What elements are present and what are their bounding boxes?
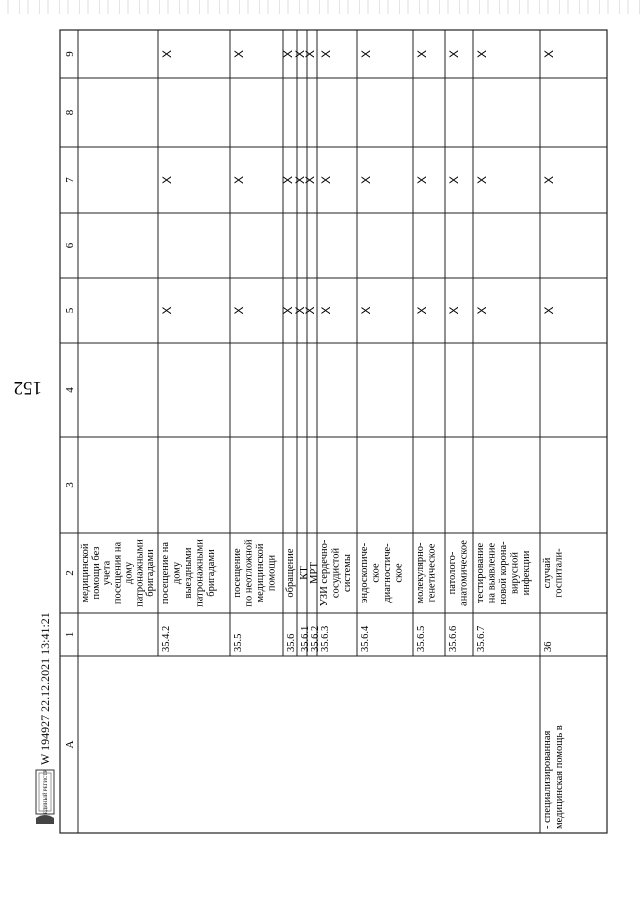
row-name-line: помощи без — [90, 546, 102, 600]
column-number-label: 3 — [64, 482, 76, 488]
cell-mark-x: X — [303, 306, 317, 315]
row-code: 35.6.6 — [448, 625, 459, 652]
table-frame — [60, 30, 607, 833]
column-number-label: 4 — [64, 387, 76, 393]
cell-mark-x: X — [232, 175, 246, 185]
row-name-line: ское — [370, 563, 382, 583]
row-name-line: анатомическое — [458, 540, 470, 606]
column-number-label: 1 — [64, 631, 76, 638]
footer-group — [36, 612, 54, 824]
row-name-line: тестирование — [475, 542, 486, 604]
column-number-label: 5 — [64, 307, 76, 314]
registry-stamp-caption: ЕДИНЫЙ РЕГИСТР — [44, 769, 49, 815]
cell-mark-x: X — [415, 306, 429, 315]
cell-mark-x: X — [281, 175, 295, 185]
row-name-line: помощи — [266, 554, 278, 592]
row-name-line: на выявление — [486, 542, 498, 604]
cell-mark-x: X — [359, 49, 373, 59]
table-group — [60, 30, 607, 833]
row-code: 35.6.2 — [310, 625, 321, 652]
column-number-label: 2 — [64, 570, 76, 576]
cell-mark-x: X — [293, 175, 307, 185]
row-name-line: посещение на — [160, 541, 171, 605]
cell-mark-x: X — [415, 175, 429, 185]
row-code: 35.6.5 — [416, 625, 427, 652]
row-name-line: УЗИ сердечно- — [319, 539, 330, 607]
row-code: 35.6 — [286, 633, 297, 652]
page-number-text: 152 — [13, 377, 42, 398]
cell-mark-x: X — [303, 49, 317, 59]
row-name-line: случай — [542, 557, 553, 589]
row-name-line: медицинской — [80, 543, 91, 603]
row-name-line: патронажными — [134, 539, 146, 607]
row-name-line: выездными — [183, 547, 194, 599]
cell-mark-x: X — [359, 175, 373, 185]
cell-mark-x: X — [293, 306, 307, 315]
row-name-line: новой корона- — [498, 541, 509, 605]
cell-mark-x: X — [160, 49, 174, 59]
row-code: 35.6.1 — [300, 625, 311, 652]
cell-mark-x: X — [542, 306, 556, 315]
row-name-line: КТ — [299, 566, 310, 580]
row-name-line: дому — [171, 561, 183, 585]
cell-mark-x: X — [447, 175, 461, 185]
cell-mark-x: X — [293, 49, 307, 59]
cell-mark-x: X — [359, 306, 373, 315]
cell-mark-x: X — [475, 49, 489, 59]
row-name-line: обращение — [285, 548, 296, 598]
cell-mark-x: X — [160, 306, 174, 315]
cell-mark-x: X — [281, 306, 295, 315]
row-name-line: дому — [123, 561, 135, 585]
row-name-line: медицинской — [255, 543, 266, 603]
row-code: 35.6.4 — [360, 625, 371, 652]
cell-mark-x: X — [475, 175, 489, 185]
row-name-line: посещение — [232, 548, 243, 598]
row-code: 35.4.2 — [161, 625, 172, 652]
row-col-a-text: медицинская помощь в — [554, 725, 565, 829]
row-col-a-text: - специализированная — [542, 730, 553, 829]
row-name-line: патронажными — [194, 539, 206, 607]
row-code: 36 — [543, 641, 554, 652]
row-code: 35.6.7 — [476, 625, 487, 652]
cell-mark-x: X — [542, 49, 556, 59]
column-number-label: 9 — [64, 51, 76, 57]
cell-mark-x: X — [303, 175, 317, 185]
row-name-line: системы — [342, 554, 353, 592]
cell-mark-x: X — [319, 49, 333, 59]
row-name-line: эндоскопиче- — [359, 542, 370, 604]
emblem-icon — [36, 815, 54, 824]
row-name-line: патолого- — [447, 551, 458, 595]
row-name-line: инфекции — [521, 550, 532, 596]
row-name-line: посещения на — [112, 541, 124, 605]
cell-mark-x: X — [232, 306, 246, 315]
column-number-label: 8 — [64, 109, 76, 116]
row-code: 35.5 — [233, 633, 244, 652]
row-name-line: госпитали- — [553, 548, 565, 598]
registry-line: W 194927 22.12.2021 13:41:21 — [38, 612, 52, 765]
cell-mark-x: X — [542, 175, 556, 185]
row-name-line: диагностиче- — [382, 543, 393, 603]
row-name-line: молекулярно- — [415, 542, 426, 604]
cell-mark-x: X — [281, 49, 295, 59]
cell-mark-x: X — [475, 306, 489, 315]
row-name-line: бригадами — [145, 549, 157, 597]
cell-mark-x: X — [160, 175, 174, 185]
row-name-line: сосудистой — [330, 547, 342, 599]
row-code: 35.6.3 — [320, 625, 331, 652]
column-number-label: 6 — [64, 242, 76, 249]
row-name-line: бригадами — [206, 549, 217, 597]
cell-mark-x: X — [319, 175, 333, 185]
cell-mark-x: X — [447, 306, 461, 315]
column-number-label: А — [64, 740, 76, 749]
row-name-line: генетическое — [426, 543, 438, 603]
cell-mark-x: X — [232, 49, 246, 59]
row-name-line: по неотложной — [243, 539, 255, 607]
cell-mark-x: X — [415, 49, 429, 59]
cell-mark-x: X — [447, 49, 461, 59]
cell-mark-x: X — [319, 306, 333, 315]
row-name-line: вирусной — [509, 551, 521, 595]
column-number-label: 7 — [64, 177, 76, 183]
row-name-line: МРТ — [309, 562, 320, 584]
row-name-line: ское — [393, 563, 405, 583]
row-name-line: учета — [101, 560, 113, 586]
